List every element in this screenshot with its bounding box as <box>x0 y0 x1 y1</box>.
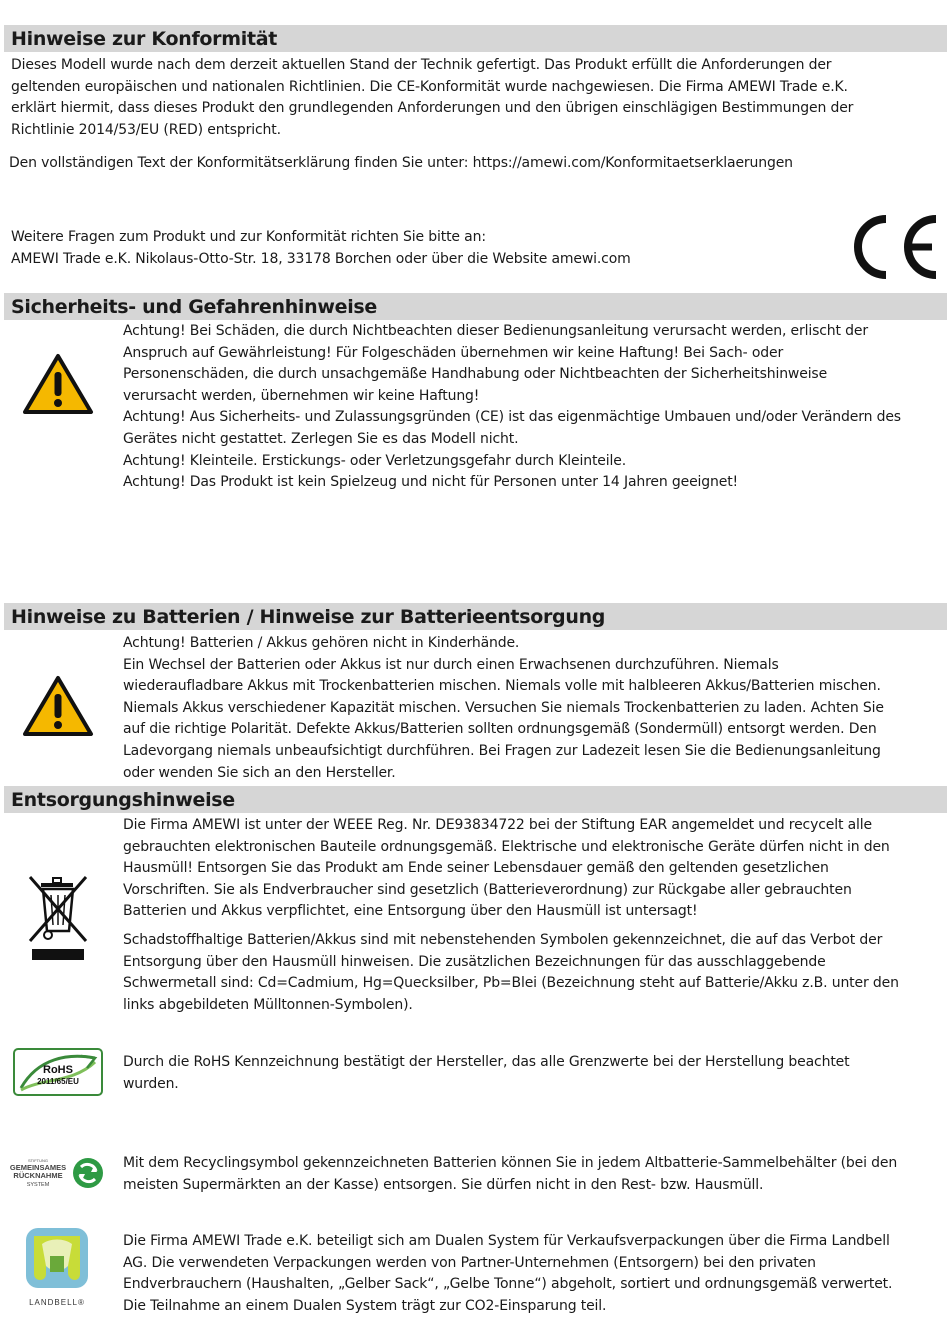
text-line: gebrauchten elektronischen Bauteile ordnungsgemäß. Elektrische und elektronische Geräte dürfen nicht in den <box>123 838 890 855</box>
text-line: Entsorgung über den Hausmüll hinweisen. Die zusätzlichen Bezeichnungen für das ausschlaggebende <box>123 953 826 970</box>
landbell-logo-icon <box>20 1226 94 1310</box>
text-line: Die Firma AMEWI ist unter der WEEE Reg. Nr. DE93834722 bei der Stiftung EAR angemeldet und recycelt alle <box>123 817 872 833</box>
text-line: AG. Die verwendeten Verpackungen werden von Partner-Unternehmen (Entsorgern) bei den privaten <box>123 1254 816 1271</box>
sicherheit-text <box>123 321 943 494</box>
text-line: Achtung! Bei Schäden, die durch Nichtbeachten dieser Bedienungsanleitung verursacht werden, erlischt der <box>123 323 868 339</box>
konformitaet-contact <box>11 227 811 270</box>
entsorgung-schadstoff-text <box>123 930 943 1016</box>
text-line: Achtung! Batterien / Akkus gehören nicht in Kinderhände. <box>123 635 520 651</box>
warning-icon <box>22 674 94 738</box>
text-line: links abgebildeten Mülltonnen-Symbolen). <box>123 996 413 1013</box>
text-line: Ladevorgang niemals unbeaufsichtigt durchführen. Bei Fragen zur Ladezeit lesen Sie die Bedienungsanleitung <box>123 742 881 759</box>
text-line: Weitere Fragen zum Produkt und zur Konformität richten Sie bitte an: <box>11 229 486 245</box>
section-heading-sicherheit: Sicherheits- und Gefahrenhinweise <box>4 293 947 320</box>
text-line: Die Teilnahme an einem Dualen System trägt zur CO2-Einsparung teil. <box>123 1297 607 1314</box>
entsorgung-weee-text <box>123 815 943 923</box>
crossed-out-wheelie-bin-icon <box>24 873 92 963</box>
entsorgung-landbell-text <box>123 1231 943 1317</box>
section-heading-entsorgung: Entsorgungshinweise <box>4 786 947 813</box>
text-line: Durch die RoHS Kennzeichnung bestätigt der Hersteller, das alle Grenzwerte bei der Herstellung beachtet <box>123 1054 850 1070</box>
text-line: wurden. <box>123 1075 179 1092</box>
text-line: Niemals Akkus verschiedener Kapazität mischen. Versuchen Sie niemals Trockenbatterien zu laden. Achten Sie <box>123 699 884 716</box>
text-line: wiederaufladbare Akkus mit Trockenbatterien mischen. Niemals volle mit halbleeren Akkus/Batterien mischen. <box>123 678 881 695</box>
konformitaet-fulltext: Den vollständigen Text der Konformitätserklärung finden Sie unter: https://amewi.com/Konformitaetserklaerungen <box>9 155 793 171</box>
rohs-logo-icon <box>13 1048 103 1096</box>
text-line: Vorschriften. Sie als Endverbraucher sind gesetzlich (Batterieverordnung) zur Rückgabe aller gebrauchten <box>123 881 852 898</box>
text-line: Schadstoffhaltige Batterien/Akkus sind mit nebenstehenden Symbolen gekennzeichnet, die auf das Verbot der <box>123 932 883 948</box>
text-line: geltenden europäischen und nationalen Richtlinien. Die CE-Konformität wurde nachgewiesen. Die Firma AMEWI Trade e.K. <box>11 78 848 95</box>
batterien-text <box>123 633 943 784</box>
warning-icon <box>22 352 94 416</box>
text-line: Mit dem Recyclingsymbol gekennzeichneten Batterien können Sie in jedem Altbatterie-Sammelbehälter (bei den <box>123 1155 898 1171</box>
grs-logo-text: RÜCKNAHME <box>13 1171 63 1180</box>
text-line: Endverbrauchern (Haushalten, „Gelber Sack“, „Gelbe Tonne“) abgeholt, sortiert und ordnungsgemäß verwertet. <box>123 1276 893 1293</box>
text-line: AMEWI Trade e.K. Nikolaus-Otto-Str. 18, 33178 Borchen oder über die Website amewi.com <box>11 250 631 267</box>
text-line: auf die richtige Polarität. Defekte Akkus/Batterien sollten ordnungsgemäß (Sondermüll) entsorgt werden. Den <box>123 721 877 738</box>
grs-logo-text: SYSTEM <box>26 1182 50 1188</box>
entsorgung-recycling-text <box>123 1153 943 1196</box>
text-line: erklärt hiermit, dass dieses Produkt den grundlegenden Anforderungen und den übrigen einschlägigen Bestimmungen der <box>11 100 854 117</box>
text-line: Achtung! Das Produkt ist kein Spielzeug und nicht für Personen unter 14 Jahren geeignet! <box>123 474 739 491</box>
text-line: oder wenden Sie sich an den Hersteller. <box>123 764 396 781</box>
landbell-logo-text: LANDBELL® <box>29 1298 85 1307</box>
text-line: Hausmüll! Entsorgen Sie das Produkt am Ende seiner Lebensdauer gemäß den geltenden gesetzlichen <box>123 860 829 877</box>
rohs-logo-directive: 2011/65/EU <box>37 1077 79 1086</box>
text-line: Achtung! Kleinteile. Erstickungs- oder Verletzungsgefahr durch Kleinteile. <box>123 452 627 469</box>
grs-logo-text: STIFTUNG <box>28 1158 48 1163</box>
text-line: verursacht werden, übernehmen wir keine Haftung! <box>123 387 480 404</box>
konformitaet-text <box>11 55 941 141</box>
ce-mark-icon <box>846 213 940 281</box>
text-line: Schwermetall sind: Cd=Cadmium, Hg=Quecksilber, Pb=Blei (Bezeichnung steht auf Batterie/Akku z.B. unter den <box>123 975 899 992</box>
text-line: Die Firma AMEWI Trade e.K. beteiligt sich am Dualen System für Verkaufsverpackungen über die Firma Landbell <box>123 1233 890 1249</box>
text-line: Batterien und Akkus verpflichtet, eine Entsorgung über den Hausmüll ist untersagt! <box>123 903 698 920</box>
text-line: meisten Supermärkten an der Kasse) entsorgen. Sie dürfen nicht in den Rest- bzw. Hausmüll. <box>123 1176 764 1193</box>
grs-logo-text: GEMEINSAMES <box>9 1163 67 1172</box>
text-line: Personenschäden, die durch unsachgemäße Handhabung oder Nichtbeachten der Sicherheitshinweise <box>123 366 828 383</box>
text-line: Ein Wechsel der Batterien oder Akkus ist nur durch einen Erwachsenen durchzuführen. Niemals <box>123 656 779 673</box>
text-line: Dieses Modell wurde nach dem derzeit aktuellen Stand der Technik gefertigt. Das Produkt erfüllt die Anforderungen der <box>11 57 832 73</box>
section-heading-batterien: Hinweise zu Batterien / Hinweise zur Batterieentsorgung <box>4 603 947 630</box>
text-line: Anspruch auf Gewährleistung! Für Folgeschäden übernehmen wir keine Haftung! Bei Sach- oder <box>123 344 784 361</box>
section-heading-konformitaet: Hinweise zur Konformität <box>4 25 947 52</box>
text-line: Achtung! Aus Sicherheits- und Zulassungsgründen (CE) ist das eigenmächtige Umbauen und/oder Verändern des <box>123 409 901 426</box>
grs-recycling-logo-icon <box>8 1153 104 1195</box>
rohs-logo-title: RoHS <box>43 1064 73 1076</box>
text-line: Richtlinie 2014/53/EU (RED) entspricht. <box>11 121 281 138</box>
text-line: Gerätes nicht gestattet. Zerlegen Sie es das Modell nicht. <box>123 430 519 447</box>
entsorgung-rohs-text <box>123 1052 943 1095</box>
